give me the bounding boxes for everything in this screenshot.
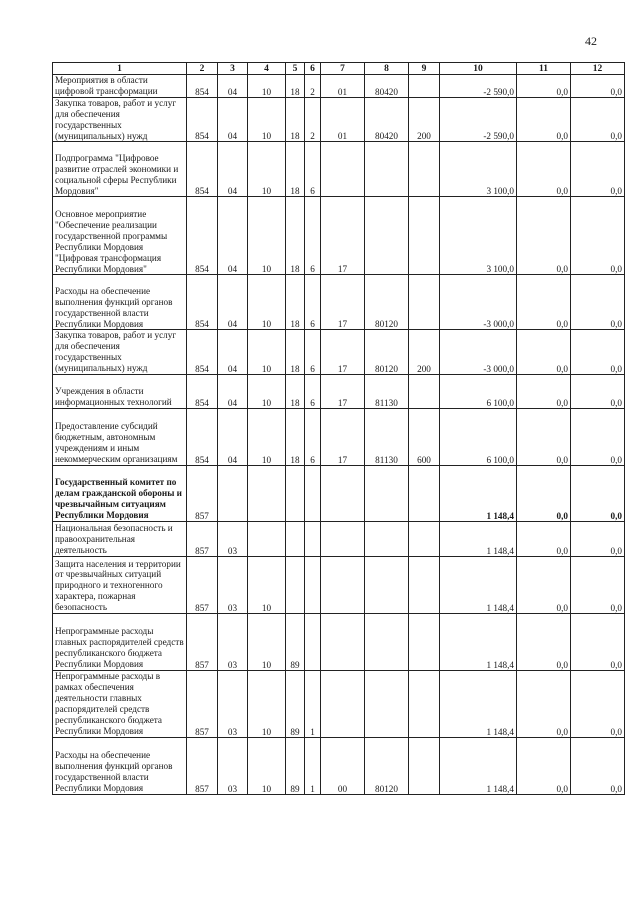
code-cell	[305, 557, 321, 614]
column-header: 4	[248, 63, 286, 75]
code-cell: 10	[248, 97, 286, 142]
code-cell	[365, 557, 409, 614]
table-row	[53, 275, 625, 330]
table-body	[53, 75, 625, 795]
row-name-cell: Расходы на обеспечение выполнения функций органов государственной власти Республики Мордовия	[53, 737, 187, 794]
code-cell: 1	[305, 671, 321, 737]
code-cell: 18	[286, 330, 305, 375]
amount-cell: 0,0	[517, 557, 571, 614]
code-cell: 854	[187, 409, 218, 466]
code-cell	[286, 522, 305, 557]
row-name-cell: Государственный комитет по делам гражданской обороны и чрезвычайным ситуациям Республики Мордовия	[53, 466, 187, 522]
code-cell: 03	[218, 557, 248, 614]
code-cell: 2	[305, 97, 321, 142]
amount-cell: 3 100,0	[440, 142, 517, 197]
code-cell: 6	[305, 275, 321, 330]
table-row	[53, 142, 625, 197]
amount-cell: -3 000,0	[440, 275, 517, 330]
code-cell: 17	[321, 375, 365, 409]
amount-cell: 0,0	[571, 75, 625, 98]
row-name-cell: Мероприятия в области цифровой трансформации	[53, 75, 187, 98]
code-cell	[321, 557, 365, 614]
column-header: 12	[571, 63, 625, 75]
code-cell	[321, 614, 365, 671]
code-cell: 854	[187, 375, 218, 409]
table-row	[53, 522, 625, 557]
row-name-cell: Закупка товаров, работ и услуг для обеспечения государственных (муниципальных) нужд	[53, 97, 187, 142]
row-name-cell: Учреждения в области информационных технологий	[53, 375, 187, 409]
amount-cell: 0,0	[571, 275, 625, 330]
code-cell: 81130	[365, 409, 409, 466]
column-header: 9	[409, 63, 440, 75]
code-cell	[409, 75, 440, 98]
code-cell	[365, 671, 409, 737]
code-cell: 10	[248, 75, 286, 98]
code-cell: 80420	[365, 97, 409, 142]
code-cell: 00	[321, 737, 365, 794]
row-name-cell: Закупка товаров, работ и услуг для обеспечения государственных (муниципальных) нужд	[53, 330, 187, 375]
amount-cell: 6 100,0	[440, 375, 517, 409]
code-cell: 857	[187, 737, 218, 794]
amount-cell: 6 100,0	[440, 409, 517, 466]
row-name-cell: Предоставление субсидий бюджетным, автономным учреждениям и иным некоммерческим организациям	[53, 409, 187, 466]
code-cell: 857	[187, 466, 218, 522]
table-header-row	[53, 63, 625, 75]
code-cell: 04	[218, 75, 248, 98]
code-cell: 04	[218, 375, 248, 409]
code-cell	[286, 557, 305, 614]
code-cell: 18	[286, 97, 305, 142]
code-cell: 18	[286, 197, 305, 275]
amount-cell: 3 100,0	[440, 197, 517, 275]
code-cell: 854	[187, 75, 218, 98]
row-name-cell: Защита населения и территории от чрезвычайных ситуаций природного и техногенного характера, пожарная безопасность	[53, 557, 187, 614]
column-header: 7	[321, 63, 365, 75]
column-header: 8	[365, 63, 409, 75]
row-name-cell: Расходы на обеспечение выполнения функций органов государственной власти Республики Мордовия	[53, 275, 187, 330]
code-cell	[409, 737, 440, 794]
amount-cell: 0,0	[571, 671, 625, 737]
amount-cell: 0,0	[571, 737, 625, 794]
code-cell	[305, 466, 321, 522]
code-cell: 854	[187, 330, 218, 375]
code-cell: 03	[218, 614, 248, 671]
column-header: 5	[286, 63, 305, 75]
code-cell: 18	[286, 275, 305, 330]
amount-cell: 0,0	[517, 466, 571, 522]
code-cell: 857	[187, 557, 218, 614]
amount-cell: 0,0	[517, 330, 571, 375]
code-cell: 03	[218, 671, 248, 737]
code-cell: 17	[321, 197, 365, 275]
code-cell: 854	[187, 97, 218, 142]
code-cell: 01	[321, 75, 365, 98]
row-name-cell: Непрограммные расходы главных распорядителей средств республиканского бюджета Республики Мордовия	[53, 614, 187, 671]
code-cell: 10	[248, 142, 286, 197]
code-cell: 18	[286, 75, 305, 98]
code-cell	[286, 466, 305, 522]
table-row	[53, 737, 625, 794]
code-cell: 6	[305, 330, 321, 375]
row-name-cell: Подпрограмма "Цифровое развитие отраслей экономики и социальной сферы Республики Мордовия"	[53, 142, 187, 197]
table-row	[53, 466, 625, 522]
amount-cell: 1 148,4	[440, 614, 517, 671]
amount-cell: 1 148,4	[440, 671, 517, 737]
amount-cell: 0,0	[571, 522, 625, 557]
code-cell	[321, 142, 365, 197]
table-row	[53, 330, 625, 375]
code-cell: 04	[218, 197, 248, 275]
amount-cell: 0,0	[571, 466, 625, 522]
code-cell: 80120	[365, 330, 409, 375]
code-cell: 17	[321, 275, 365, 330]
code-cell: 80120	[365, 275, 409, 330]
code-cell	[409, 522, 440, 557]
row-name-cell: Национальная безопасность и правоохранительная деятельность	[53, 522, 187, 557]
amount-cell: 0,0	[571, 197, 625, 275]
code-cell: 17	[321, 409, 365, 466]
code-cell	[409, 142, 440, 197]
code-cell: 01	[321, 97, 365, 142]
code-cell: 04	[218, 142, 248, 197]
code-cell	[321, 522, 365, 557]
amount-cell: -2 590,0	[440, 75, 517, 98]
code-cell: 04	[218, 275, 248, 330]
code-cell	[409, 557, 440, 614]
amount-cell: 0,0	[571, 330, 625, 375]
table-row	[53, 375, 625, 409]
budget-table	[52, 62, 625, 795]
code-cell: 10	[248, 375, 286, 409]
amount-cell: 0,0	[517, 197, 571, 275]
amount-cell: 0,0	[517, 142, 571, 197]
column-header: 6	[305, 63, 321, 75]
column-header: 11	[517, 63, 571, 75]
table-row	[53, 557, 625, 614]
code-cell	[365, 522, 409, 557]
code-cell: 854	[187, 197, 218, 275]
amount-cell: 1 148,4	[440, 557, 517, 614]
page-number: 42	[585, 34, 597, 48]
code-cell	[248, 522, 286, 557]
table-row	[53, 409, 625, 466]
code-cell	[365, 466, 409, 522]
table-row	[53, 97, 625, 142]
code-cell: 10	[248, 737, 286, 794]
amount-cell: 0,0	[571, 614, 625, 671]
row-name-cell: Основное мероприятие "Обеспечение реализации государственной программы Республики Мордовия "Цифровая трансформация Республики Мордовия"	[53, 197, 187, 275]
code-cell: 10	[248, 197, 286, 275]
code-cell	[409, 614, 440, 671]
amount-cell: 0,0	[517, 409, 571, 466]
code-cell: 17	[321, 330, 365, 375]
code-cell: 857	[187, 522, 218, 557]
code-cell: 89	[286, 614, 305, 671]
amount-cell: -3 000,0	[440, 330, 517, 375]
amount-cell: 0,0	[517, 97, 571, 142]
amount-cell: 1 148,4	[440, 466, 517, 522]
code-cell	[409, 375, 440, 409]
amount-cell: 0,0	[571, 409, 625, 466]
code-cell: 04	[218, 409, 248, 466]
code-cell	[409, 671, 440, 737]
code-cell	[218, 466, 248, 522]
amount-cell: 0,0	[517, 75, 571, 98]
amount-cell: 0,0	[517, 614, 571, 671]
amount-cell: 0,0	[517, 737, 571, 794]
code-cell: 1	[305, 737, 321, 794]
code-cell: 6	[305, 375, 321, 409]
code-cell	[365, 142, 409, 197]
amount-cell: 0,0	[517, 275, 571, 330]
amount-cell: 0,0	[517, 671, 571, 737]
amount-cell: -2 590,0	[440, 97, 517, 142]
code-cell: 10	[248, 557, 286, 614]
code-cell	[305, 522, 321, 557]
code-cell: 600	[409, 409, 440, 466]
code-cell	[409, 197, 440, 275]
code-cell: 03	[218, 522, 248, 557]
code-cell: 10	[248, 614, 286, 671]
code-cell: 04	[218, 97, 248, 142]
code-cell	[321, 466, 365, 522]
table-row	[53, 75, 625, 98]
code-cell: 6	[305, 142, 321, 197]
table-row	[53, 671, 625, 737]
amount-cell: 0,0	[571, 375, 625, 409]
code-cell: 04	[218, 330, 248, 375]
amount-cell: 1 148,4	[440, 737, 517, 794]
column-header: 10	[440, 63, 517, 75]
code-cell: 89	[286, 737, 305, 794]
code-cell	[305, 614, 321, 671]
amount-cell: 0,0	[517, 375, 571, 409]
code-cell: 18	[286, 142, 305, 197]
column-header: 2	[187, 63, 218, 75]
code-cell: 854	[187, 275, 218, 330]
code-cell	[365, 614, 409, 671]
code-cell: 80420	[365, 75, 409, 98]
code-cell	[321, 671, 365, 737]
code-cell	[248, 466, 286, 522]
code-cell: 200	[409, 97, 440, 142]
code-cell: 10	[248, 671, 286, 737]
code-cell: 80120	[365, 737, 409, 794]
code-cell: 03	[218, 737, 248, 794]
code-cell: 10	[248, 330, 286, 375]
column-header: 3	[218, 63, 248, 75]
code-cell: 857	[187, 671, 218, 737]
code-cell	[409, 275, 440, 330]
code-cell: 10	[248, 409, 286, 466]
code-cell: 6	[305, 197, 321, 275]
amount-cell: 0,0	[571, 97, 625, 142]
code-cell	[365, 197, 409, 275]
table-row	[53, 614, 625, 671]
code-cell: 18	[286, 409, 305, 466]
code-cell: 6	[305, 409, 321, 466]
amount-cell: 0,0	[571, 142, 625, 197]
code-cell: 81130	[365, 375, 409, 409]
row-name-cell: Непрограммные расходы в рамках обеспечения деятельности главных распорядителей средств республиканского бюджета Республики Мордовия	[53, 671, 187, 737]
code-cell	[409, 466, 440, 522]
code-cell: 18	[286, 375, 305, 409]
code-cell: 89	[286, 671, 305, 737]
code-cell: 10	[248, 275, 286, 330]
amount-cell: 0,0	[517, 522, 571, 557]
column-header: 1	[53, 63, 187, 75]
amount-cell: 1 148,4	[440, 522, 517, 557]
code-cell: 2	[305, 75, 321, 98]
code-cell: 200	[409, 330, 440, 375]
code-cell: 857	[187, 614, 218, 671]
table-row	[53, 197, 625, 275]
amount-cell: 0,0	[571, 557, 625, 614]
code-cell: 854	[187, 142, 218, 197]
